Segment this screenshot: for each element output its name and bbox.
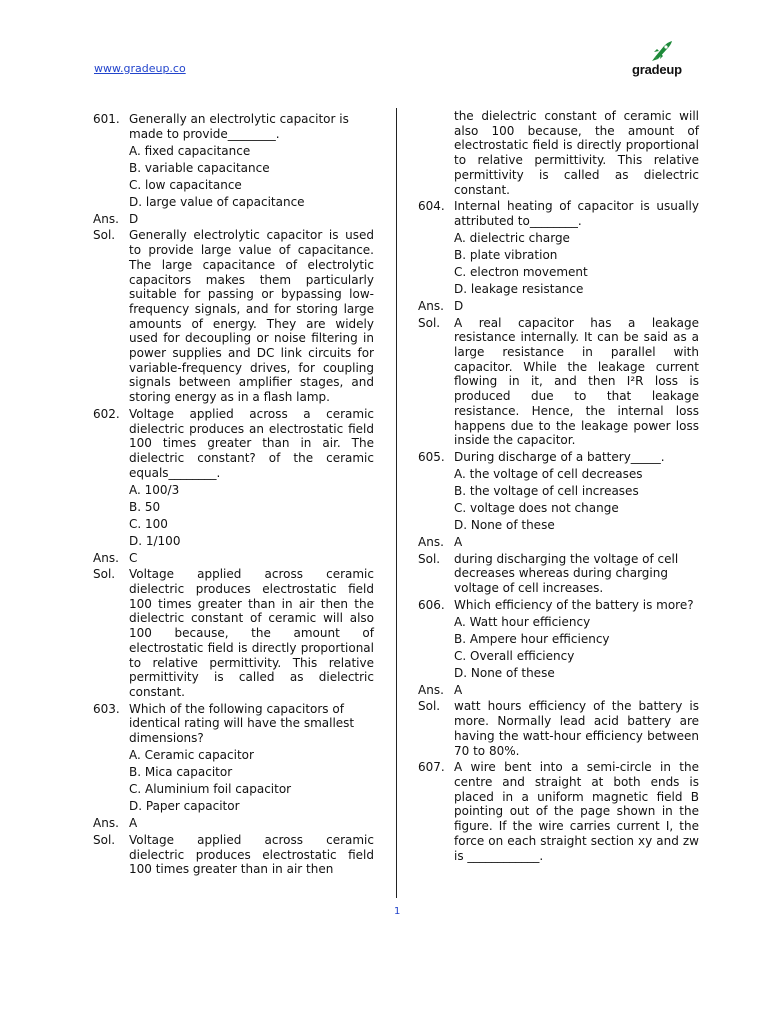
left-column xyxy=(93,112,374,877)
option: A. Watt hour efficiency xyxy=(454,614,591,629)
option: D. leakage resistance xyxy=(454,281,584,296)
question-606 xyxy=(418,598,699,681)
solution-605 xyxy=(418,552,699,596)
answer-text: C xyxy=(129,550,138,565)
solution-text: Voltage applied across ceramic dielectric produces electrostatic field 100 times greater than in air then xyxy=(129,832,374,877)
option: D. large value of capacitance xyxy=(129,194,305,209)
option: D. None of these xyxy=(454,665,555,680)
right-column xyxy=(418,109,699,863)
item-label: Sol. xyxy=(93,567,116,582)
answer-604 xyxy=(418,299,699,314)
item-label: 601. xyxy=(93,112,120,126)
option: A. the voltage of cell decreases xyxy=(454,466,643,481)
option: A. Ceramic capacitor xyxy=(129,748,254,763)
item-label: Ans. xyxy=(418,682,444,697)
option: C. Aluminium foil capacitor xyxy=(129,782,292,797)
item-label: Sol. xyxy=(93,832,116,847)
question-601 xyxy=(93,112,374,209)
answer-605 xyxy=(418,535,699,550)
solution-603-continued: the dielectric constant of ceramic will also 100 because, the amount of electrostatic field is directly proportional to relative permittivity. This relative permittivity is called as dielectric constant. xyxy=(454,109,699,197)
item-label: Sol. xyxy=(418,699,441,714)
question-text: Which efficiency of the battery is more? xyxy=(454,597,694,612)
question-text: A wire bent into a semi-circle in the centre and straight at both ends is placed in a uniform magnetic field B pointing out of the page shown in the figure. If the wire carries current I, the force on each straight section xy and zw is ____________. xyxy=(454,760,699,863)
solution-603 xyxy=(93,833,374,877)
answer-text: A xyxy=(129,816,138,831)
option: C. low capacitance xyxy=(129,177,242,192)
option: C. electron movement xyxy=(454,264,588,279)
item-label: Sol. xyxy=(418,315,441,330)
option: B. variable capacitance xyxy=(129,160,270,175)
answer-text: D xyxy=(129,211,139,226)
question-text: Which of the following capacitors of identical rating will have the smallest dimensions? xyxy=(129,701,355,746)
option: C. Overall efficiency xyxy=(454,648,575,663)
question-607 xyxy=(418,760,699,863)
column-divider xyxy=(396,108,397,898)
item-label: 604. xyxy=(418,199,445,214)
option: A. dielectric charge xyxy=(454,230,570,245)
question-text: Generally an electrolytic capacitor is made to provide________. xyxy=(129,112,349,141)
answer-601 xyxy=(93,212,374,227)
item-label: Ans. xyxy=(93,550,119,565)
solution-602 xyxy=(93,567,374,699)
solution-text: during discharging the voltage of cell decreases whereas during charging voltage of cell increases. xyxy=(454,551,679,596)
answer-text: A xyxy=(454,682,463,697)
option: A. 100/3 xyxy=(129,482,180,497)
item-label: Ans. xyxy=(93,211,119,226)
question-text: Internal heating of capacitor is usually attributed to________. xyxy=(454,199,699,228)
solution-text: A real capacitor has a leakage resistance internally. It can be said as a large resistance in parallel with capacitor. While the leakage current flowing in it, and then I²R loss is produced due to that leakage resistance. Hence, the internal loss happens due to the leakage power loss inside the capacitor. xyxy=(454,315,699,448)
page-number: 1 xyxy=(394,906,401,917)
item-label: 607. xyxy=(418,760,445,775)
question-604 xyxy=(418,199,699,296)
gradeup-logo xyxy=(632,40,702,80)
solution-601 xyxy=(93,228,374,404)
question-603 xyxy=(93,702,374,814)
question-602 xyxy=(93,407,374,549)
option: D. 1/100 xyxy=(129,533,181,548)
website-link[interactable]: www.gradeup.co xyxy=(94,62,186,75)
item-label: Ans. xyxy=(418,534,444,549)
question-605 xyxy=(418,450,699,533)
item-label: Sol. xyxy=(418,551,441,566)
item-label: Ans. xyxy=(418,298,444,313)
option: B. plate vibration xyxy=(454,247,558,262)
option: B. the voltage of cell increases xyxy=(454,483,639,498)
solution-text: Voltage applied across ceramic dielectric produces electrostatic field 100 times greater than in air then the dielectric constant of ceramic will also 100 because, the amount of electrostatic field is directly proportional to relative permittivity. This relative permittivity is called as dielectric constant. xyxy=(129,567,374,699)
answer-text: D xyxy=(454,298,464,313)
item-label: 603. xyxy=(93,701,120,716)
option: D. None of these xyxy=(454,517,555,532)
answer-606 xyxy=(418,683,699,698)
option: B. 50 xyxy=(129,499,161,514)
option: D. Paper capacitor xyxy=(129,799,240,814)
item-label: 605. xyxy=(418,449,445,464)
solution-text: watt hours efficiency of the battery is more. Normally lead acid battery are having the watt-hour efficiency between 70 to 80%. xyxy=(454,699,699,758)
rocket-icon xyxy=(650,40,674,62)
item-label: 606. xyxy=(418,597,445,612)
solution-606 xyxy=(418,699,699,758)
item-label: Sol. xyxy=(93,228,116,243)
answer-603 xyxy=(93,816,374,831)
logo-text: gradeup xyxy=(632,62,682,77)
option: B. Ampere hour efficiency xyxy=(454,631,610,646)
item-label: Ans. xyxy=(93,816,119,831)
option: C. voltage does not change xyxy=(454,500,619,515)
question-text: During discharge of a battery_____. xyxy=(454,449,665,464)
answer-text: A xyxy=(454,534,463,549)
solution-text: Generally electrolytic capacitor is used to provide large value of capacitance. The large capacitance of electrolytic capacitors makes them particularly suitable for passing or bypassing low-frequency signals, and for storing large amounts of energy. They are widely used for decoupling or noise filtering in power supplies and DC link circuits for variable-frequency drives, for coupling signals between amplifier stages, and storing energy as in a flash lamp. xyxy=(129,228,374,405)
option: B. Mica capacitor xyxy=(129,765,233,780)
option: A. fixed capacitance xyxy=(129,143,251,158)
solution-604 xyxy=(418,316,699,448)
item-label: 602. xyxy=(93,406,120,421)
option: C. 100 xyxy=(129,516,168,531)
question-text: Voltage applied across a ceramic dielectric produces an electrostatic field 100 times greater than in air. The dielectric constant? of the ceramic equals________. xyxy=(129,406,374,480)
answer-602 xyxy=(93,551,374,566)
